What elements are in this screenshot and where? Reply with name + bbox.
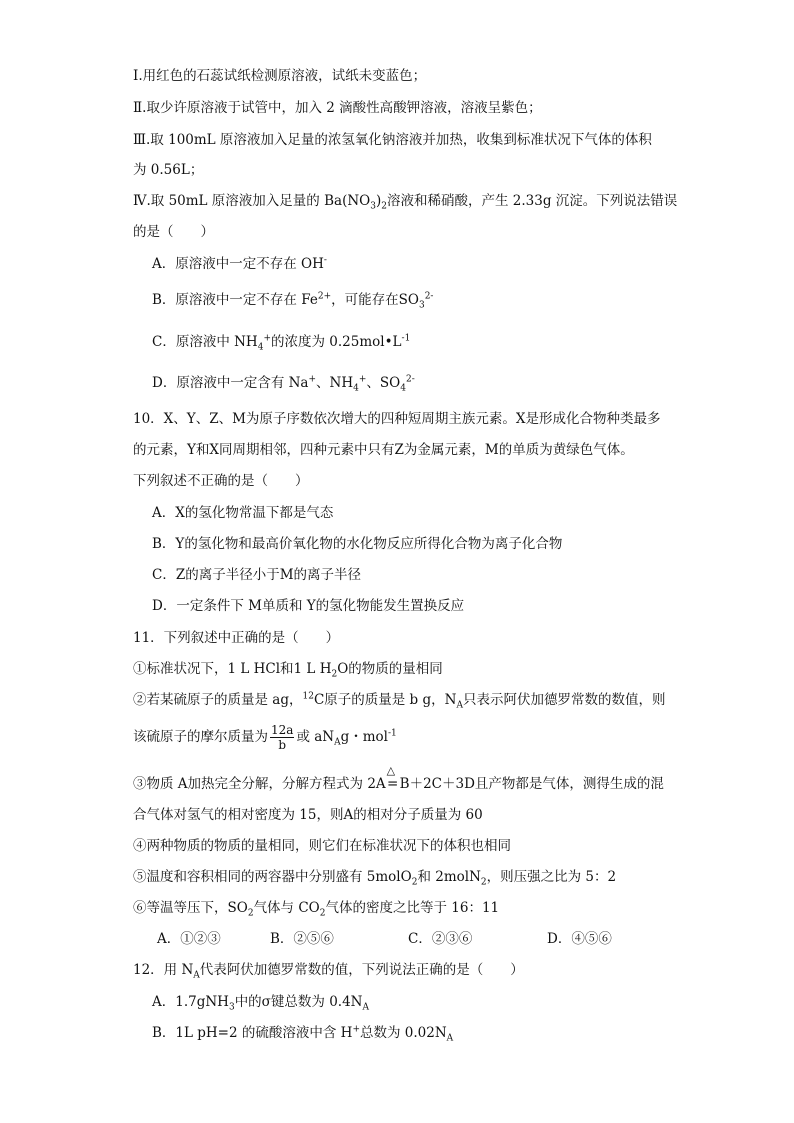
heat-condition-sign: △ =	[386, 764, 399, 792]
q11-statement-6: ⑥等温等压下，$SO_2$气体与 $CO_2$气体的密度之比等于 16：11	[133, 900, 500, 919]
q11-statement-1: ①标准状况下，1 L HCl和1 L $H_2O$的物质的量相同	[133, 661, 443, 680]
q12-option-a: A．1.7gNH$_3$中的σ键总数为 $0.4N_A$	[152, 994, 369, 1013]
q9-step4-cont: 的是（ ）	[133, 224, 214, 240]
q10-stem-line1: 10．X、Y、Z、M为原子序数依次增大的四种短周期主族元素。X是形成化合物种类最多	[133, 411, 661, 427]
q10-option-a: A．X的氢化物常温下都是气态	[152, 505, 334, 521]
q11-statement-3-cont: 合气体对氢气的相对密度为 15，则A的相对分子质量为 60	[133, 807, 483, 823]
q11-choice-c: C．②③⑥	[408, 931, 473, 947]
q11-choice-d: D．④⑤⑥	[547, 931, 612, 947]
q9-step2: Ⅱ.取少许原溶液于试管中，加入 2 滴酸性高酸钾溶液，溶液呈紫色；	[133, 100, 542, 116]
q9-step3: Ⅲ.取 100mL 原溶液加入足量的浓氢氧化钠溶液并加热，收集到标准状况下气体的体积	[133, 132, 652, 148]
q10-option-d: D．一定条件下 M单质和 Y的氢化物能发生置换反应	[152, 598, 465, 614]
q12-option-b: B．1L pH=2 的硫酸溶液中含 H+总数为 $0.02N_A$	[152, 1024, 454, 1044]
q11-statement-5: ⑤温度和容积相同的两容器中分别盛有 5molO$_2$和 2molN$_2$，则压强之比为 5：2	[133, 869, 617, 888]
q11-statement-4: ④两种物质的物质的量相同，则它们在标准状况下的体积也相同	[133, 838, 511, 854]
q9-option-b: B．原溶液中一定不存在 $Fe^{2+}$，可能存在$SO_3^{2-}$	[152, 291, 434, 311]
q11-statement-3: ③物质 A加热完全分解，分解方程式为 2A △ =B＋2C＋3D且产物都是气体，测得生成的混	[133, 764, 664, 792]
molar-mass-fraction: $\frac{12a}{b}$	[271, 723, 294, 752]
q11-choice-b: B．②⑤⑥	[270, 931, 334, 947]
q11-stem: 11．下列叙述中正确的是（ ）	[133, 630, 340, 646]
q10-option-c: C．Z的离子半径小于M的离子半径	[152, 567, 362, 583]
q11-choice-a: A．①②③	[157, 931, 221, 947]
q9-step4: Ⅳ.取 50mL 原溶液加入足量的 $Ba(NO_3)_2$溶液和稀硝酸，产生 2.33g 沉淀。下列说法错误	[133, 193, 678, 212]
q9-option-a: A．原溶液中一定不存在 OH-	[152, 255, 327, 272]
q9-step1: Ⅰ.用红色的石蕊试纸检测原溶液，试纸未变蓝色；	[133, 68, 427, 84]
q9-option-c: C．原溶液中 $NH_4^+$的浓度为 $0.25mol•L^{-1}$	[152, 333, 411, 353]
q9-option-d: D．原溶液中一定含有 Na+、$NH_4^+$、$SO_4^{2-}$	[152, 374, 415, 394]
q10-stem-line3: 下列叙述不正确的是（ ）	[133, 473, 309, 489]
q11-statement-2-cont: 该硫原子的摩尔质量为 $\frac{12a}{b}$ 或 $aN_Ag$・mol$^{-1}$	[133, 723, 397, 752]
q10-stem-line2: 的元素，Y和X同周期相邻，四种元素中只有Z为金属元素，M的单质为黄绿色气体。	[133, 442, 634, 458]
q10-option-b: B．Y的氢化物和最高价氧化物的水化物反应所得化合物为离子化合物	[152, 536, 563, 552]
q11-statement-2: ②若某硫原子的质量是 ag，$^{12}$C原子的质量是 b g，$N_A$只表示阿伏加德罗常数的数值，则	[133, 691, 666, 711]
q9-step3-cont: 为 0.56L；	[133, 162, 204, 178]
q12-stem: 12．用 $N_A$代表阿伏加德罗常数的值，下列说法正确的是（ ）	[133, 962, 524, 981]
